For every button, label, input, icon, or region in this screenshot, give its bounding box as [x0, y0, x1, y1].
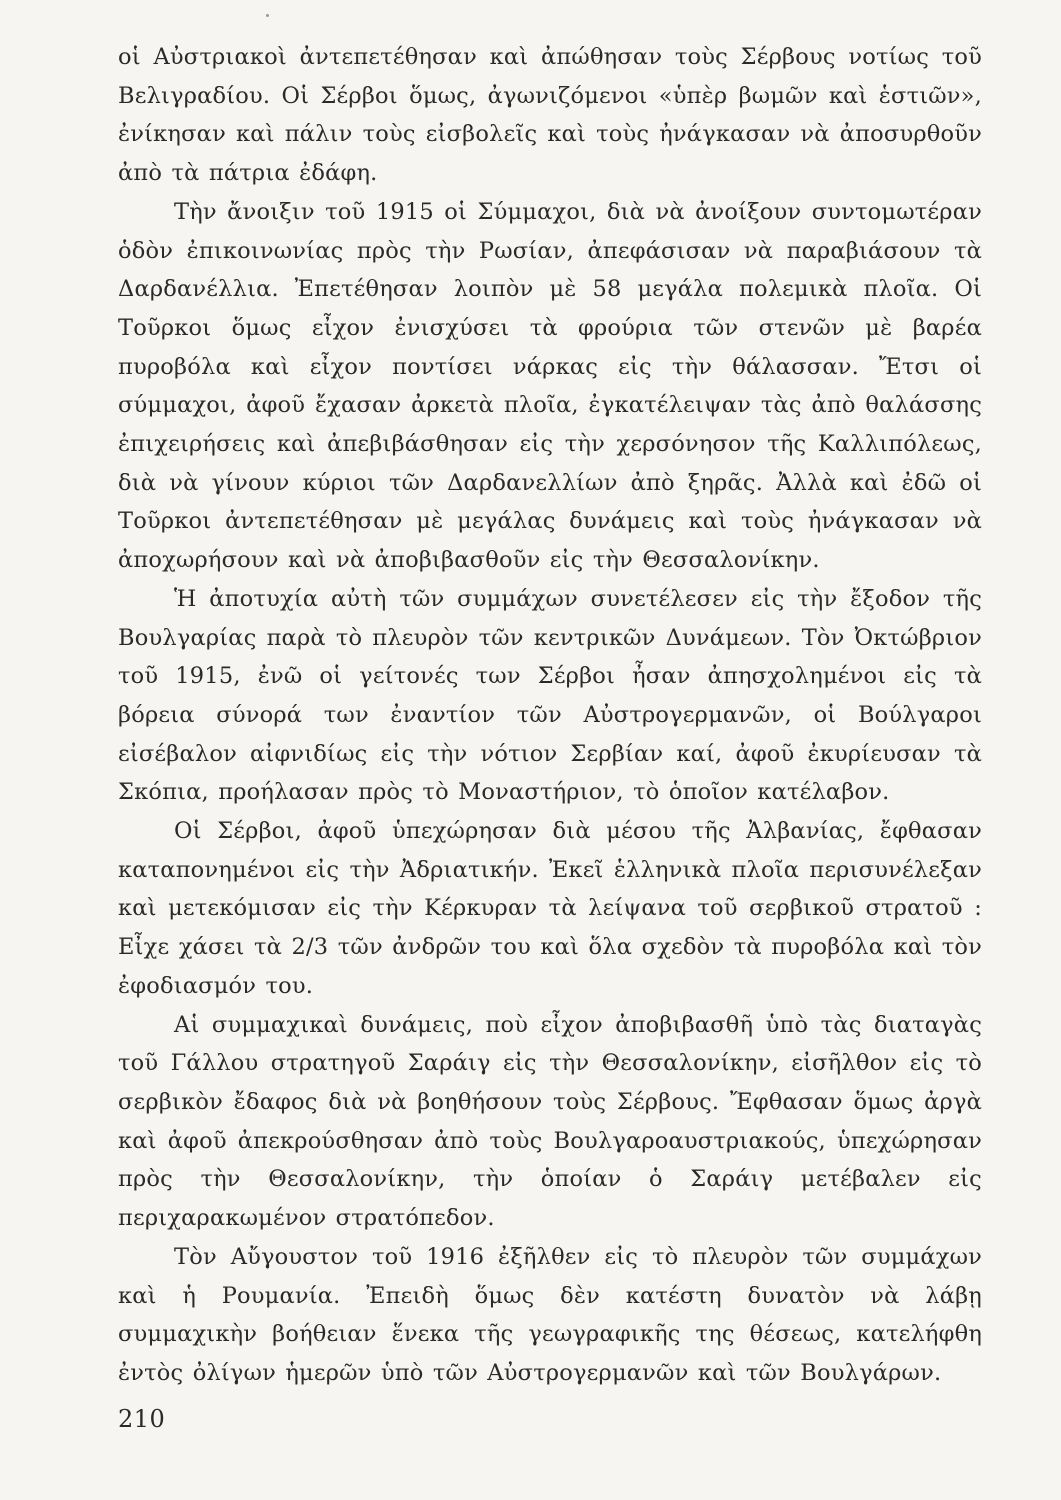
paragraph-4: Οἱ Σέρβοι, ἀφοῦ ὑπεχώρησαν διὰ μέσου τῆς Ἀλβανίας, ἔφθασαν καταπονημένοι εἰς τὴν Ἀδριατικήν. Ἐκεῖ ἑλληνικὰ πλοῖα περισυνέλεξαν καὶ μετεκόμισαν εἰς τὴν Κέρκυραν τὰ λείψανα τοῦ σερβικοῦ στρατοῦ : Εἶχε χάσει τὰ 2/3 τῶν ἀνδρῶν του καὶ ὅλα σχεδὸν τὰ πυροβόλα καὶ τὸν ἐφοδιασμόν του. [118, 818, 982, 999]
page-speck [266, 14, 269, 17]
page-number: 210 [118, 1405, 166, 1433]
paragraph-5: Αἱ συμμαχικαὶ δυνάμεις, ποὺ εἶχον ἀποβιβασθῆ ὑπὸ τὰς διαταγὰς τοῦ Γάλλου στρατηγοῦ Σαράιγ εἰς τὴν Θεσσαλονίκην, εἰσῆλθον εἰς τὸ σερβικὸν ἔδαφος διὰ νὰ βοηθήσουν τοὺς Σέρβους. Ἔφθασαν ὅμως ἀργὰ καὶ ἀφοῦ ἀπεκρούσθησαν ἀπὸ τοὺς Βουλγαροαυστριακούς, ὑπεχώρησαν πρὸς τὴν Θεσσαλονίκην, τὴν ὁποίαν ὁ Σαράιγ μετέβαλεν εἰς περιχαρακωμένον στρατόπεδον. [118, 1011, 982, 1232]
paragraph-3: Ἡ ἀποτυχία αὐτὴ τῶν συμμάχων συνετέλεσεν εἰς τὴν ἔξοδον τῆς Βουλγαρίας παρὰ τὸ πλευρὸν τῶν κεντρικῶν Δυνάμεων. Τὸν Ὀκτώβριον τοῦ 1915, ἐνῶ οἱ γείτονές των Σέρβοι ἦσαν ἀπησχολημένοι εἰς τὰ βόρεια σύνορά των ἐναντίον τῶν Αὐστρογερμανῶν, οἱ Βούλγαροι εἰσέβαλον αἰφνιδίως εἰς τὴν νότιον Σερβίαν καί, ἀφοῦ ἐκυρίευσαν τὰ Σκόπια, προήλασαν πρὸς τὸ Μοναστήριον, τὸ ὁποῖον κατέλαβον. [118, 585, 982, 806]
paragraph-1: οἱ Αὐστριακοὶ ἀντεπετέθησαν καὶ ἀπώθησαν τοὺς Σέρβους νοτίως τοῦ Βελιγραδίου. Οἱ Σέρβοι ὅμως, ἀγωνιζόμενοι «ὑπὲρ βωμῶν καὶ ἑστιῶν», ἐνίκησαν καὶ πάλιν τοὺς εἰσβολεῖς καὶ τοὺς ἠνάγκασαν νὰ ἀποσυρθοῦν ἀπὸ τὰ πάτρια ἐδάφη. [118, 44, 982, 187]
paragraph-6: Τὸν Αὔγουστον τοῦ 1916 ἐξῆλθεν εἰς τὸ πλευρὸν τῶν συμμάχων καὶ ἡ Ρουμανία. Ἐπειδὴ ὅμως δὲν κατέστη δυνατὸν νὰ λάβῃ συμμαχικὴν βοήθειαν ἕνεκα τῆς γεωγραφικῆς της θέσεως, κατελήφθη ἐντὸς ὀλίγων ἡμερῶν ὑπὸ τῶν Αὐστρογερμανῶν καὶ τῶν Βουλγάρων. [118, 1243, 982, 1386]
paragraph-2: Τὴν ἄνοιξιν τοῦ 1915 οἱ Σύμμαχοι, διὰ νὰ ἀνοίξουν συντομωτέραν ὁδὸν ἐπικοινωνίας πρὸς τὴν Ρωσίαν, ἀπεφάσισαν νὰ παραβιάσουν τὰ Δαρδανέλλια. Ἐπετέθησαν λοιπὸν μὲ 58 μεγάλα πολεμικὰ πλοῖα. Οἱ Τοῦρκοι ὅμως εἶχον ἐνισχύσει τὰ φρούρια τῶν στενῶν μὲ βαρέα πυροβόλα καὶ εἶχον ποντίσει νάρκας εἰς τὴν θάλασσαν. Ἔτσι οἱ σύμμαχοι, ἀφοῦ ἔχασαν ἀρκετὰ πλοῖα, ἐγκατέλειψαν τὰς ἀπὸ θαλάσσης ἐπιχειρήσεις καὶ ἀπεβιβάσθησαν εἰς τὴν χερσόνησον τῆς Καλλιπόλεως, διὰ νὰ γίνουν κύριοι τῶν Δαρδανελλίων ἀπὸ ξηρᾶς. Ἀλλὰ καὶ ἐδῶ οἱ Τοῦρκοι ἀντεπετέθησαν μὲ μεγάλας δυνάμεις καὶ τοὺς ἠνάγκασαν νὰ ἀποχωρήσουν καὶ νὰ ἀποβιβασθοῦν εἰς τὴν Θεσσαλονίκην. [118, 198, 982, 574]
body-text [118, 38, 982, 1393]
